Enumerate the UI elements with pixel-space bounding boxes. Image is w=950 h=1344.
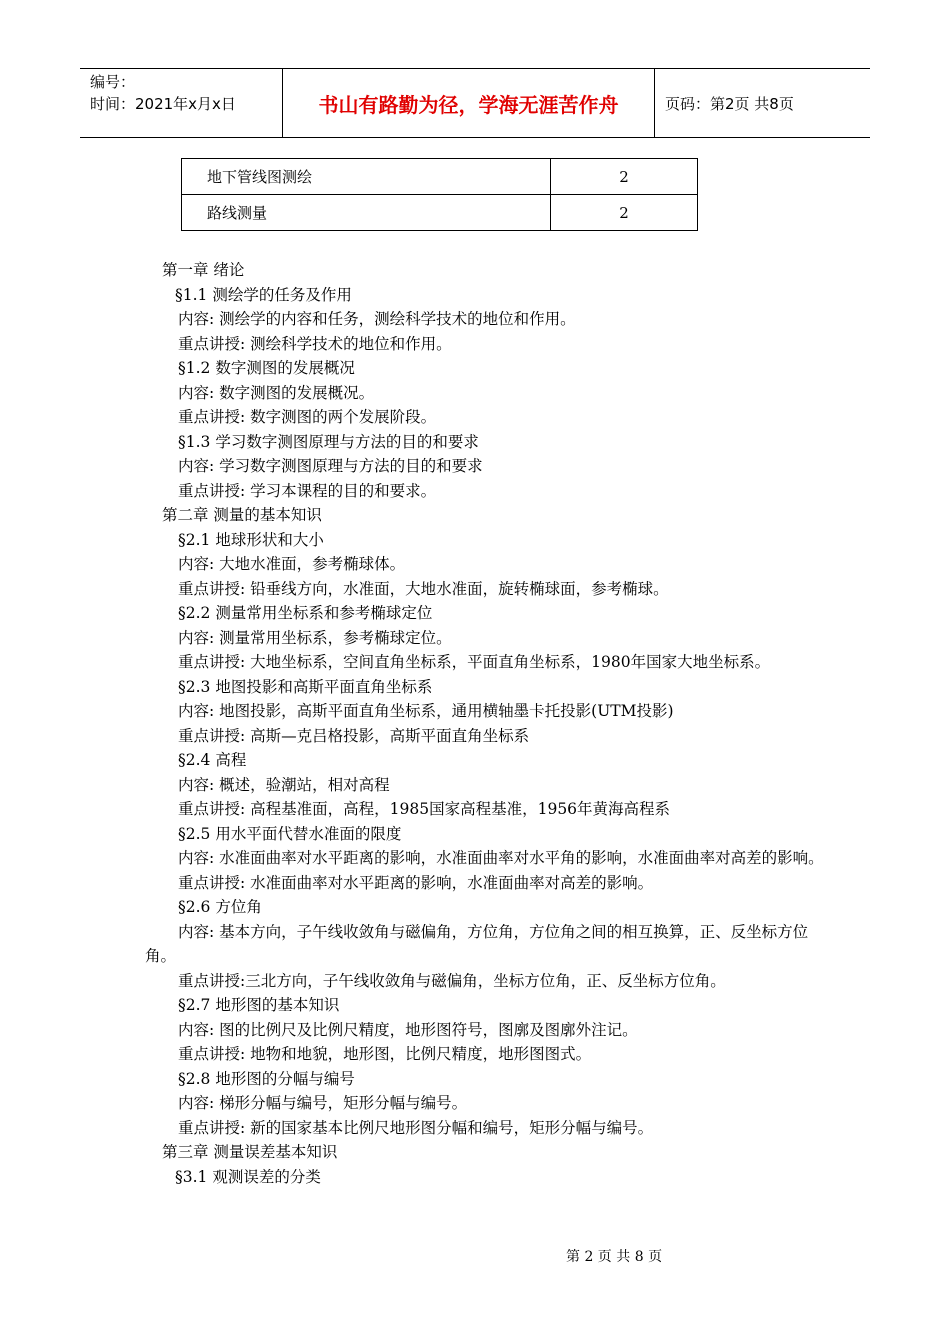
- key-points-line: 重点讲授: 高程基准面，高程，1985国家高程基准，1956年黄海高程系: [178, 800, 671, 818]
- key-points-line: 重点讲授: 测绘科学技术的地位和作用。: [178, 334, 452, 353]
- key-points-line: 重点讲授: 铅垂线方向，水准面，大地水准面，旋转椭球面，参考椭球。: [178, 579, 669, 598]
- header-motto: 书山有路勤为径，学海无涯苦作舟: [283, 69, 655, 137]
- content-line: 内容: 水准面曲率对水平距离的影响，水准面曲率对水平角的影响，水准面曲率对高差的影响。: [178, 849, 824, 867]
- key-points-line: 重点讲授: 水准面曲率对水平距离的影响，水准面曲率对高差的影响。: [178, 873, 654, 892]
- table-cell-name: 路线测量: [182, 195, 551, 231]
- content-line: 内容: 地图投影，高斯平面直角坐标系，通用横轴墨卡托投影(UTM投影): [178, 702, 674, 720]
- section-heading: §2.1 地球形状和大小: [178, 530, 324, 549]
- page-header: [80, 68, 870, 138]
- content-line: 内容: 基本方向，子午线收敛角与磁偏角，方位角，方位角之间的相互换算，正、反坐标方位角。: [145, 922, 809, 965]
- chapter-heading: 第一章 绪论: [162, 261, 245, 279]
- document-body: [145, 258, 825, 1189]
- content-line: 内容: 大地水准面，参考椭球体。: [178, 555, 406, 573]
- header-meta: [80, 69, 283, 137]
- content-line: 内容: 测量常用坐标系，参考椭球定位。: [178, 628, 452, 647]
- content-line: 内容: 梯形分幅与编号，矩形分幅与编号。: [178, 1094, 468, 1112]
- page-footer: 第 2 页 共 8 页: [566, 1249, 663, 1265]
- table-cell-name: 地下管线图测绘: [182, 159, 551, 195]
- doc-number-label: 编号：: [90, 73, 136, 91]
- key-points-line: 重点讲授: 高斯—克吕格投影，高斯平面直角坐标系: [178, 726, 530, 745]
- key-points-line: 重点讲授: 新的国家基本比例尺地形图分幅和编号，矩形分幅与编号。: [178, 1118, 654, 1137]
- key-points-line: 重点讲授: 数字测图的两个发展阶段。: [178, 408, 437, 426]
- topics-table: [181, 158, 698, 231]
- section-heading: §2.6 方位角: [178, 898, 262, 916]
- table-cell-value: 2: [551, 195, 698, 231]
- section-heading: §2.5 用水平面代替水准面的限度: [178, 824, 402, 843]
- content-line: 内容: 测绘学的内容和任务，测绘科学技术的地位和作用。: [178, 310, 576, 328]
- section-heading: §2.3 地图投影和高斯平面直角坐标系: [178, 677, 433, 696]
- section-heading: §1.1 测绘学的任务及作用: [175, 285, 352, 304]
- content-line: 内容: 数字测图的发展概况。: [178, 383, 375, 402]
- section-heading: §2.8 地形图的分幅与编号: [178, 1069, 355, 1088]
- section-heading: §3.1 观测误差的分类: [175, 1167, 321, 1186]
- header-page-info: 页码：第2页 共8页: [665, 94, 794, 113]
- section-heading: §1.2 数字测图的发展概况: [178, 359, 355, 377]
- chapter-heading: 第二章 测量的基本知识: [162, 506, 322, 524]
- table-cell-value: 2: [551, 159, 698, 195]
- section-heading: §2.2 测量常用坐标系和参考椭球定位: [178, 604, 433, 622]
- table-row: [182, 195, 698, 231]
- section-heading: §2.7 地形图的基本知识: [178, 996, 340, 1014]
- content-line: 内容: 学习数字测图原理与方法的目的和要求: [178, 457, 483, 475]
- key-points-line: 重点讲授:三北方向，子午线收敛角与磁偏角，坐标方位角，正、反坐标方位角。: [178, 971, 726, 990]
- table-row: [182, 159, 698, 195]
- key-points-line: 重点讲授: 学习本课程的目的和要求。: [178, 481, 437, 500]
- key-points-line: 重点讲授: 地物和地貌，地形图，比例尺精度，地形图图式。: [178, 1045, 592, 1063]
- key-points-line: 重点讲授: 大地坐标系，空间直角坐标系，平面直角坐标系，1980年国家大地坐标系。: [178, 653, 771, 671]
- content-line: 内容: 图的比例尺及比例尺精度，地形图符号，图廓及图廓外注记。: [178, 1020, 638, 1039]
- section-heading: §2.4 高程: [178, 751, 247, 769]
- chapter-heading: 第三章 测量误差基本知识: [162, 1143, 338, 1161]
- doc-date-label: 时间：2021年x月x日: [90, 95, 236, 113]
- content-line: 内容: 概述，验潮站，相对高程: [178, 775, 390, 794]
- section-heading: §1.3 学习数字测图原理与方法的目的和要求: [178, 432, 479, 451]
